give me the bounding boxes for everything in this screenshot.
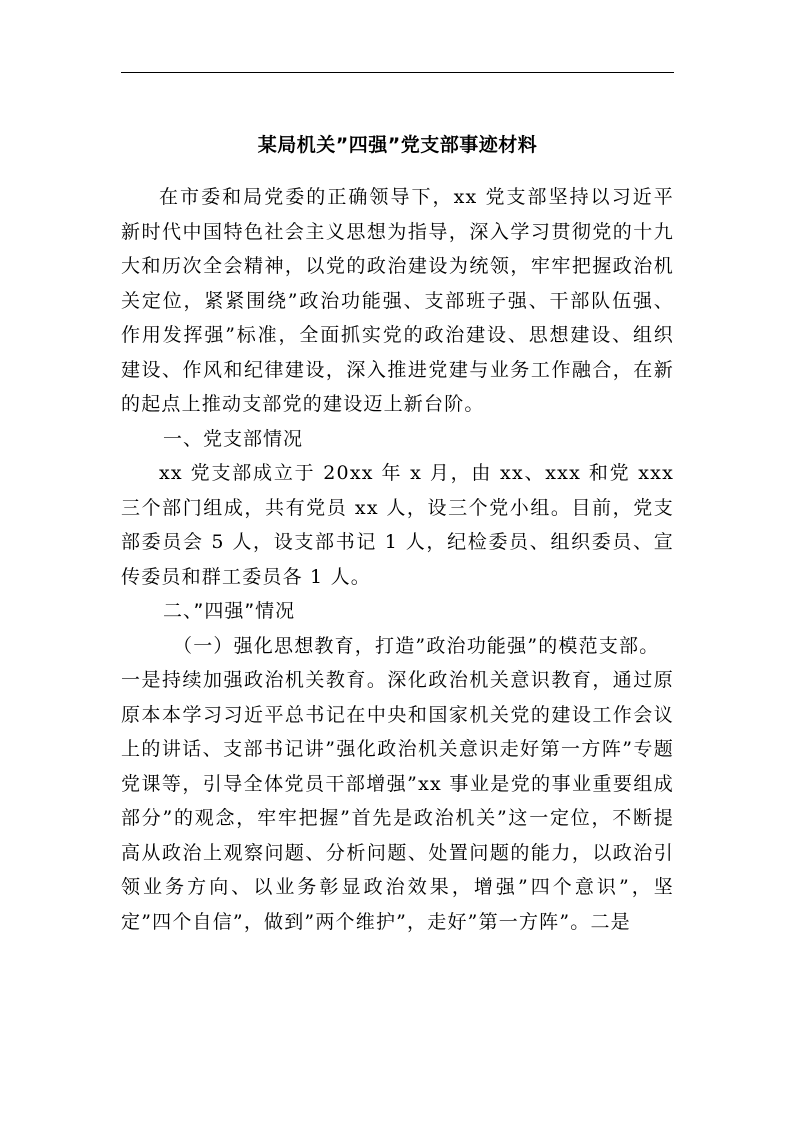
document-body — [121, 128, 674, 939]
intro-paragraph: 在市委和局党委的正确领导下，xx 党支部坚持以习近平新时代中国特色社会主义思想为指导，深入学习贯彻党的十九大和历次全会精神，以党的政治建设为统领，牢牢把握政治机关定位，紧紧围绕”政治功能强、支部班子强、干部队伍强、作用发挥强”标准，全面抓实党的政治建设、思想建设、组织建设、作风和纪律建设，深入推进党建与业务工作融合，在新的起点上推动支部党的建设迈上新台阶。 — [121, 186, 674, 415]
section-heading-four-strengths: 二、”四强”情况 — [163, 600, 296, 622]
document-title: 某局机关”四强”党支部事迹材料 — [257, 134, 538, 156]
subsection-paragraph — [121, 629, 674, 940]
branch-overview-paragraph: xx 党支部成立于 20xx 年 x 月，由 xx、xxx 和党 xxx 三个部门组成，共有党员 xx 人，设三个党小组。目前，党支部委员会 5 人，设支部书记 1 人，纪检委员、组织委员、宣传委员和群工委员各 1 人。 — [121, 462, 674, 588]
subsection-heading: （一）强化思想教育，打造”政治功能强”的模范支部。 — [173, 634, 660, 657]
section-heading-branch-overview: 一、党支部情况 — [163, 427, 304, 450]
header-rule — [121, 72, 674, 73]
subsection-body: 一是持续加强政治机关教育。深化政治机关意识教育，通过原原本本学习习近平总书记在中央和国家机关党的建设工作会议上的讲话、支部书记讲”强化政治机关意识走好第一方阵”专题党课等，引导全体党员干部增强”xx 事业是党的事业重要组成部分”的观念，牢牢把握”首先是政治机关”这一定位，不断提高从政治上观察问题、分析问题、处置问题的能力，以政治引领业务方向、以业务彰显政治效果，增强”四个意识”，坚定”四个自信”，做到”两个维护”，走好”第一方阵”。二是 — [121, 669, 674, 933]
